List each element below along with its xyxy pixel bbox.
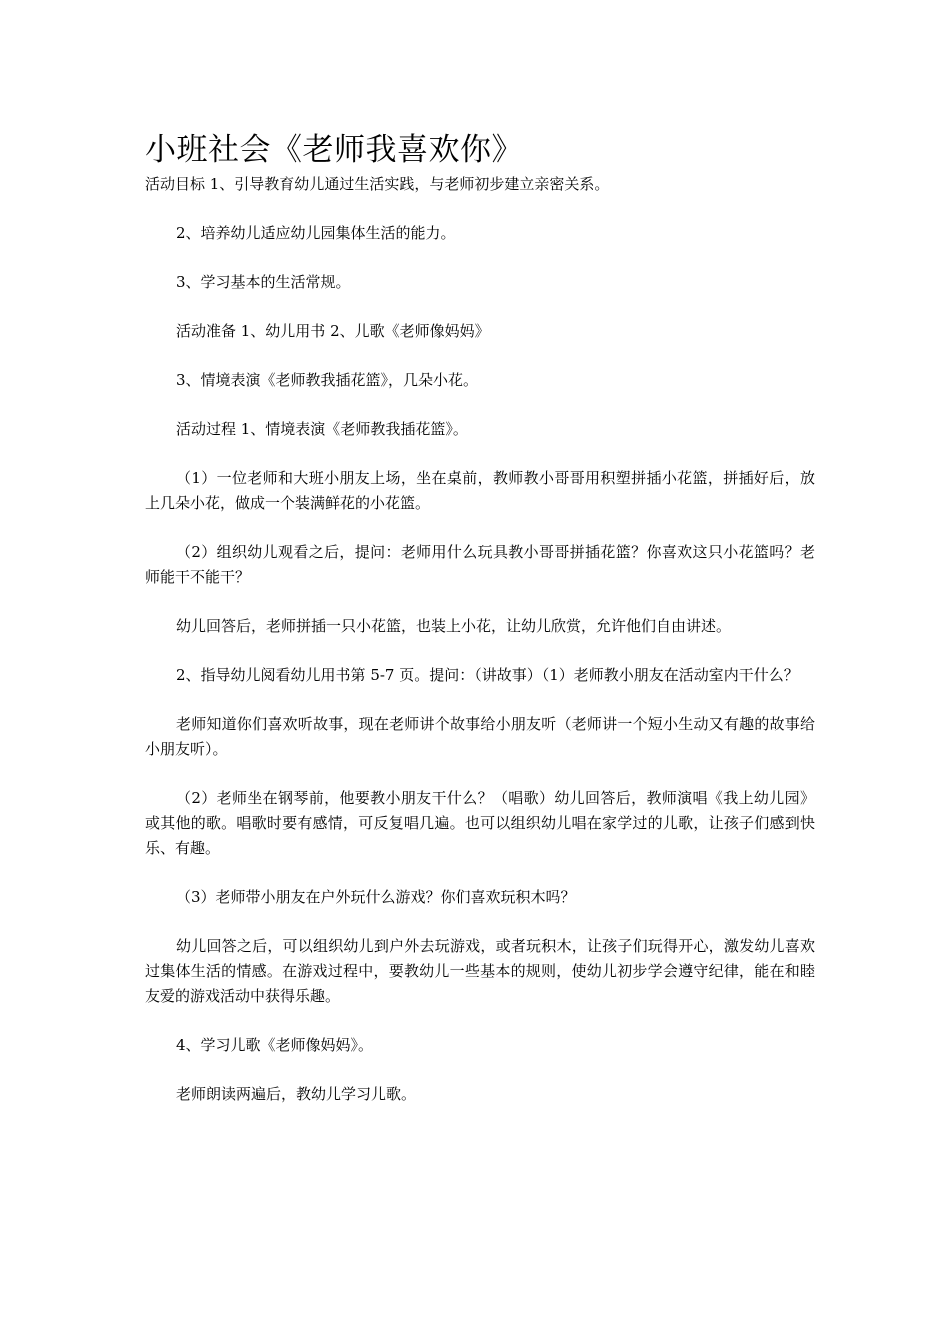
page-title: 小班社会《老师我喜欢你》: [145, 132, 523, 168]
paragraph-process-1a: （1）一位老师和大班小朋友上场，坐在桌前，教师教小哥哥用积塑拼插小花篮，拼插好后，放上几朵小花，做成一个装满鲜花的小花篮。: [145, 469, 815, 512]
paragraph-process-2a: 老师知道你们喜欢听故事，现在老师讲个故事给小朋友听（老师讲一个短小生动又有趣的故事给小朋友听）。: [145, 715, 815, 758]
paragraph-process-2c: （3）老师带小朋友在户外玩什么游戏？你们喜欢玩积木吗？: [176, 888, 576, 906]
paragraph-process-4a: 老师朗读两遍后，教幼儿学习儿歌。: [176, 1085, 417, 1103]
paragraph-prep-1: 活动准备 1、幼儿用书 2、儿歌《老师像妈妈》: [176, 322, 490, 340]
paragraph-goal-3: 3、学习基本的生活常规。: [176, 273, 351, 291]
paragraph-process-2b: （2）老师坐在钢琴前，他要教小朋友干什么？（唱歌）幼儿回答后，教师演唱《我上幼儿园》或其他的歌。唱歌时要有感情，可反复唱几遍。也可以组织幼儿唱在家学过的儿歌，让孩子们感到快乐、有趣。: [145, 789, 815, 857]
paragraph-goal-1: 活动目标 1、引导教育幼儿通过生活实践，与老师初步建立亲密关系。: [145, 175, 610, 193]
paragraph-process-2d: 幼儿回答之后，可以组织幼儿到户外去玩游戏，或者玩积木，让孩子们玩得开心，激发幼儿喜欢过集体生活的情感。在游戏过程中，要教幼儿一些基本的规则，使幼儿初步学会遵守纪律，能在和睦友爱的游戏活动中获得乐趣。: [145, 937, 815, 1005]
paragraph-process-4: 4、学习儿歌《老师像妈妈》。: [176, 1036, 374, 1054]
paragraph-process-1b: （2）组织幼儿观看之后，提问：老师用什么玩具教小哥哥拼插花篮？你喜欢这只小花篮吗？老师能干不能干？: [145, 543, 815, 586]
paragraph-process-1: 活动过程 1、情境表演《老师教我插花篮》。: [176, 420, 468, 438]
document-content: [145, 128, 815, 1131]
paragraph-process-1c: 幼儿回答后，老师拼插一只小花篮，也装上小花，让幼儿欣赏，允许他们自由讲述。: [176, 617, 732, 635]
paragraph-process-2: 2、指导幼儿阅看幼儿用书第 5-7 页。提问：（讲故事）（1）老师教小朋友在活动室内干什么？: [176, 666, 799, 684]
paragraph-goal-2: 2、培养幼儿适应幼儿园集体生活的能力。: [176, 224, 456, 242]
paragraph-prep-2: 3、情境表演《老师教我插花篮》，几朵小花。: [176, 371, 479, 389]
